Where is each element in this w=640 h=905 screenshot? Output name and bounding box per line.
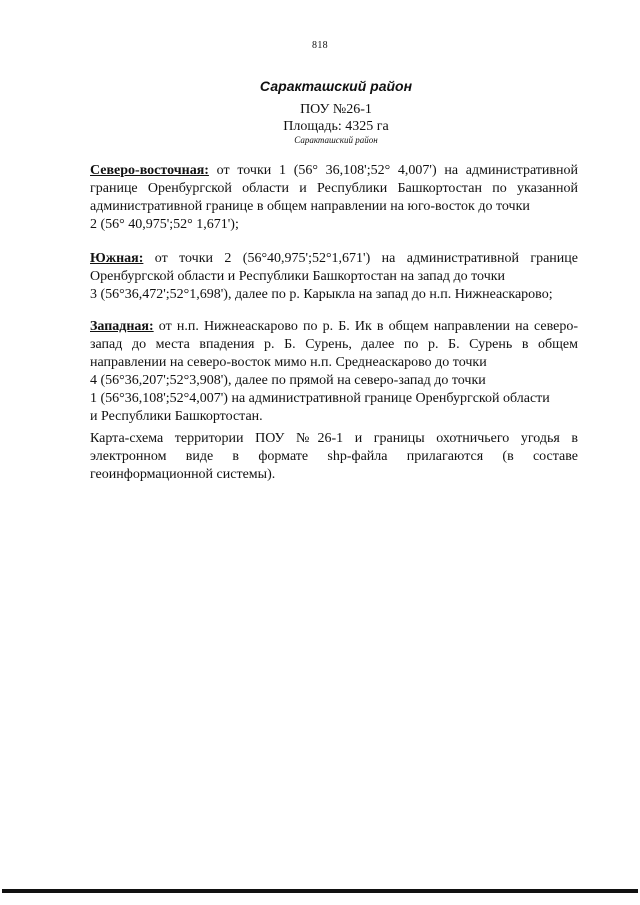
- northeast-text-line-2: границе Оренбургской области и Республики Башкортостан по указанной: [90, 181, 578, 196]
- plot-area: Площадь: 4325 га: [283, 119, 389, 134]
- closing-text-line-3: геоинформационной системы).: [90, 467, 276, 482]
- west-boundary-paragraph: [90, 318, 578, 426]
- bottom-border-line: [2, 889, 638, 893]
- west-text-line-2: запад до места впадения р. Б. Сурень, далее по р. Б. Сурень в общем: [90, 337, 578, 352]
- west-text-line-5: 1 (56°36,108';52°4,007') на административной границе Оренбургской области: [90, 391, 550, 406]
- closing-text-line-1: Карта-схема территории ПОУ №26-1 и границы охотничьего угодья в: [90, 431, 578, 446]
- page-number: 818: [312, 40, 328, 51]
- plot-district-subtitle: Саракташский район: [294, 135, 378, 145]
- closing-paragraph: [90, 430, 578, 484]
- northeast-boundary-paragraph: [90, 162, 578, 234]
- south-text-line-2: Оренбургской области и Республики Башкортостан на запад до точки: [90, 269, 506, 284]
- closing-text-line-2: электронном виде в формате shp-файла прилагаются (в составе: [90, 449, 578, 464]
- south-text-line-3: 3 (56°36,472';52°1,698'), далее по р. Карыкла на запад до н.п. Нижнеаскарово;: [90, 287, 553, 302]
- northeast-text-line-4: 2 (56° 40,975';52° 1,671');: [90, 217, 239, 232]
- south-first-line: [90, 250, 578, 268]
- west-text-line-1: от н.п. Нижнеаскарово по р. Б. Ик в общем направлении на северо-: [158, 319, 578, 334]
- west-boundary-heading: Западная:: [90, 319, 154, 334]
- plot-id: ПОУ №26-1: [300, 102, 372, 117]
- northeast-boundary-heading: Северо-восточная:: [90, 163, 209, 178]
- south-boundary-paragraph: [90, 250, 578, 304]
- south-text-line-1: от точки 2 (56°40,975';52°1,671') на административной границе: [154, 251, 578, 266]
- plot-info: [0, 101, 640, 146]
- west-first-line: [90, 318, 578, 336]
- west-text-line-4: 4 (56°36,207';52°3,908'), далее по прямой на северо-запад до точки: [90, 373, 486, 388]
- west-text-line-3: направлении на северо-восток мимо н.п. Среднеаскарово до точки: [90, 355, 487, 370]
- south-boundary-heading: Южная:: [90, 251, 144, 266]
- northeast-first-line: [90, 162, 578, 180]
- district-title: Саракташский район: [259, 78, 413, 94]
- northeast-text-line-1: от точки 1 (56° 36,108';52° 4,007') на административной: [216, 163, 579, 178]
- west-text-line-6: и Республики Башкортостан.: [90, 409, 263, 424]
- northeast-text-line-3: административной границе в общем направлении на юго-восток до точки: [90, 199, 530, 214]
